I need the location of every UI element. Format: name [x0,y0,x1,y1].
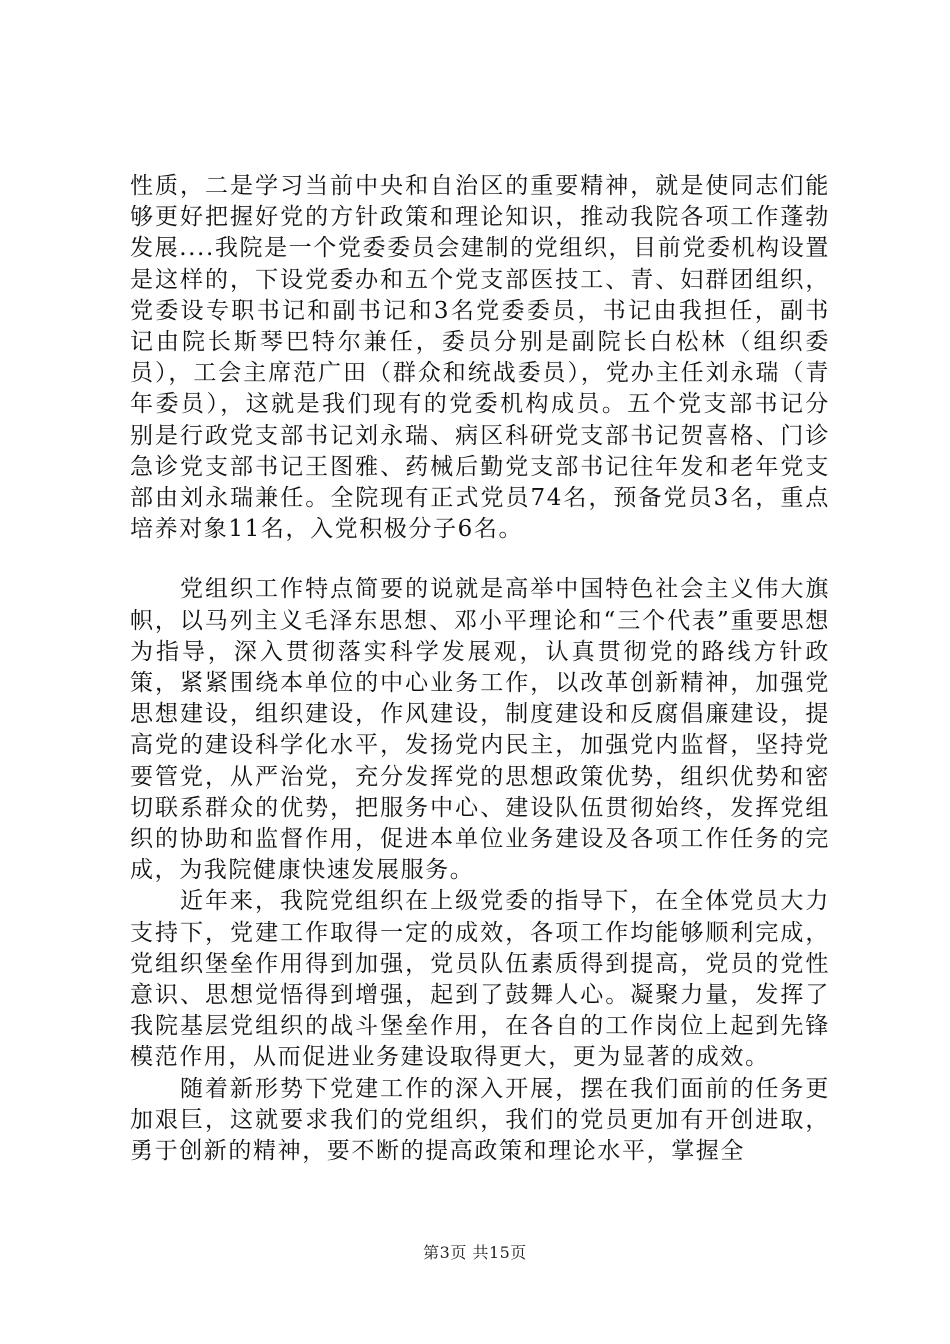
paragraph-recent-achievements: 近年来，我院党组织在上级党委的指导下，在全体党员大力支持下，党建工作取得一定的成效，各项工作均能够顺利完成，党组织堡垒作用得到加强，党员队伍素质得到提高，党员的党性意识、思想觉悟得到增强，起到了鼓舞人心。凝聚力量，发挥了我院基层党组织的战斗堡垒作用，在各自的工作岗位上起到先锋模范作用，从而促进业务建设取得更大，更为显著的成效。 [130,888,830,1071]
paragraph-party-work-features: 党组织工作特点简要的说就是高举中国特色社会主义伟大旗帜，以马列主义毛泽东思想、邓小平理论和“三个代表”重要思想为指导，深入贯彻落实科学发展观，认真贯彻党的路线方针政策，紧紧围绕本单位的中心业务工作，以改革创新精神，加强党思想建设，组织建设，作风建设，制度建设和反腐倡廉建设，提高党的建设科学化水平，发扬党内民主，加强党内监督，坚持党要管党，从严治党，充分发挥党的思想政策优势，组织优势和密切联系群众的优势，把服务中心、建设队伍贯彻始终，发挥党组织的协助和监督作用，促进本单位业务建设及各项工作任务的完成，为我院健康快速发展服务。 [130,576,830,884]
document-body [130,171,830,1167]
paragraph-continued: 性质，二是学习当前中央和自治区的重要精神，就是使同志们能够更好把握好党的方针政策和理论知识，推动我院各项工作蓬勃发展....我院是一个党委委员会建制的党组织，目前党委机构设置是这样的，下设党委办和五个党支部医技工、青、妇群团组织，党委设专职书记和副书记和3名党委委员，书记由我担任，副书记由院长斯琴巴特尔兼任，委员分别是副院长白松林（组织委员），工会主席范广田（群众和统战委员），党办主任刘永瑞（青年委员），这就是我们现有的党委机构成员。五个党支部书记分别是行政党支部书记刘永瑞、病区科研党支部书记贺喜格、门诊急诊党支部书记王图雅、药械后勤党支部书记往年发和老年党支部由刘永瑞兼任。全院现有正式党员74名，预备党员3名，重点培养对象11名，入党积极分子6名。 [130,173,830,543]
paragraph-new-situation: 随着新形势下党建工作的深入开展，摆在我们面前的任务更加艰巨，这就要求我们的党组织，我们的党员更加有开创进取，勇于创新的精神，要不断的提高政策和理论水平，掌握全 [130,1075,830,1165]
page-number-footer: 第3页 共15页 [423,1243,527,1262]
